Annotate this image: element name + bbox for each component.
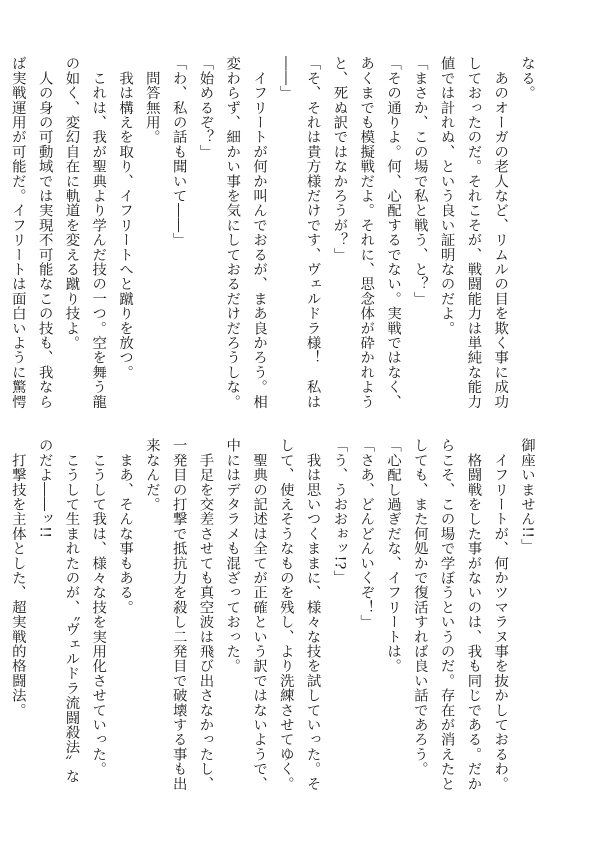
text-line: 来なんだ。 <box>143 438 160 512</box>
text-line: こうして我は、様々な技を実用化させていった。 <box>90 438 107 777</box>
text-line: 我は思いつくままに、様々な技を試していった。そ <box>304 438 321 791</box>
text-line: ――」 <box>277 56 294 101</box>
text-line: 問答無用。 <box>143 56 160 145</box>
text-line <box>0 438 4 838</box>
text-line: 格闘戦をした事がないのは、我も同じである。だか <box>465 438 482 791</box>
upper-text-block <box>9 56 540 409</box>
text-line: 御座いません!!」 <box>519 438 535 554</box>
text-line: して、使えそうなものを残し、より洗練させてゆく。 <box>277 438 294 791</box>
text-line: 打撃技を主体とした、超実戦的格闘法。 <box>9 438 26 718</box>
text-line: 手足を交差させても真空波は飛び出さなかったし、 <box>197 438 214 791</box>
text-line: 「まさか、この場で私と戦う、と？」 <box>411 56 428 306</box>
text-line: らこそ、この場で学ぼうというのだ。存在が消えたと <box>438 438 455 791</box>
text-line: 中にはデタラメも混ざっておった。 <box>224 438 241 674</box>
text-line: 我は構えを取り、イフリートへと蹴りを放つ。 <box>117 56 134 380</box>
text-line: イフリートが何か叫んでおるが、まあ良かろう。相 <box>251 56 268 409</box>
text-line: なる。 <box>519 56 535 101</box>
text-line: あくまでも模擬戦だよ。それに、思念体が砕かれよう <box>358 56 375 409</box>
text-line: のだよ――ッ!! <box>36 438 53 539</box>
text-line: ば実戦運用が可能だ。イフリートは面白いように驚愕 <box>9 56 26 409</box>
text-line: 「始めるぞ？」 <box>197 56 214 159</box>
text-line: あのオーガの老人など、リムルの目を欺く事に成功 <box>492 56 509 409</box>
text-line: 「心配し過ぎだな、イフリートは。 <box>385 438 402 674</box>
text-line: まあ、そんな事もある。 <box>117 438 134 615</box>
text-line: 人の身の可動域では実現不可能なこの技も、我なら <box>36 56 53 409</box>
text-line: の如く、変幻自在に軌道を変える蹴り技よ。 <box>63 56 80 350</box>
text-line: 「う、うおおぉッ!?」 <box>331 438 348 585</box>
text-line: と、死ぬ訳ではなかろうが？」 <box>331 56 348 262</box>
text-line: 値では計れぬ、という良い証明なのだよ。 <box>438 56 455 336</box>
text-line: イフリートが、何かツマラヌ事を抜かしておるわ。 <box>492 438 509 791</box>
text-line: こうして生まれたのが、〝ヴェルドラ流闘殺法〟な <box>63 438 80 784</box>
text-line: 「その通りよ。何、心配するでない。実戦ではなく、 <box>385 56 402 409</box>
text-line: 聖典の記述は全てが正確という訳ではないようで、 <box>251 438 268 791</box>
text-line: しておったのだ。それこそが、戦闘能力は単純な能力 <box>465 56 482 409</box>
lower-text-block <box>9 438 540 838</box>
text-line: 一発目の打撃で抵抗力を殺し二発目で破壊する事も出 <box>170 438 187 791</box>
text-line: 変わらず、細かい事を気にしておるだけだろうしな。 <box>224 56 241 409</box>
text-line: 「さあ、どんどんいくぞ！」 <box>358 438 375 630</box>
text-line: 「わ、私の話も聞いて――」 <box>170 56 187 248</box>
text-line: しても、また何処かで復活すれば良い話であろう。 <box>411 438 428 777</box>
text-line: これは、我が聖典より学んだ技の一つ。空を舞う龍 <box>90 56 107 409</box>
text-line: 「そ、それは貴方様だけです、ヴェルドラ様！ 私は <box>304 56 321 409</box>
